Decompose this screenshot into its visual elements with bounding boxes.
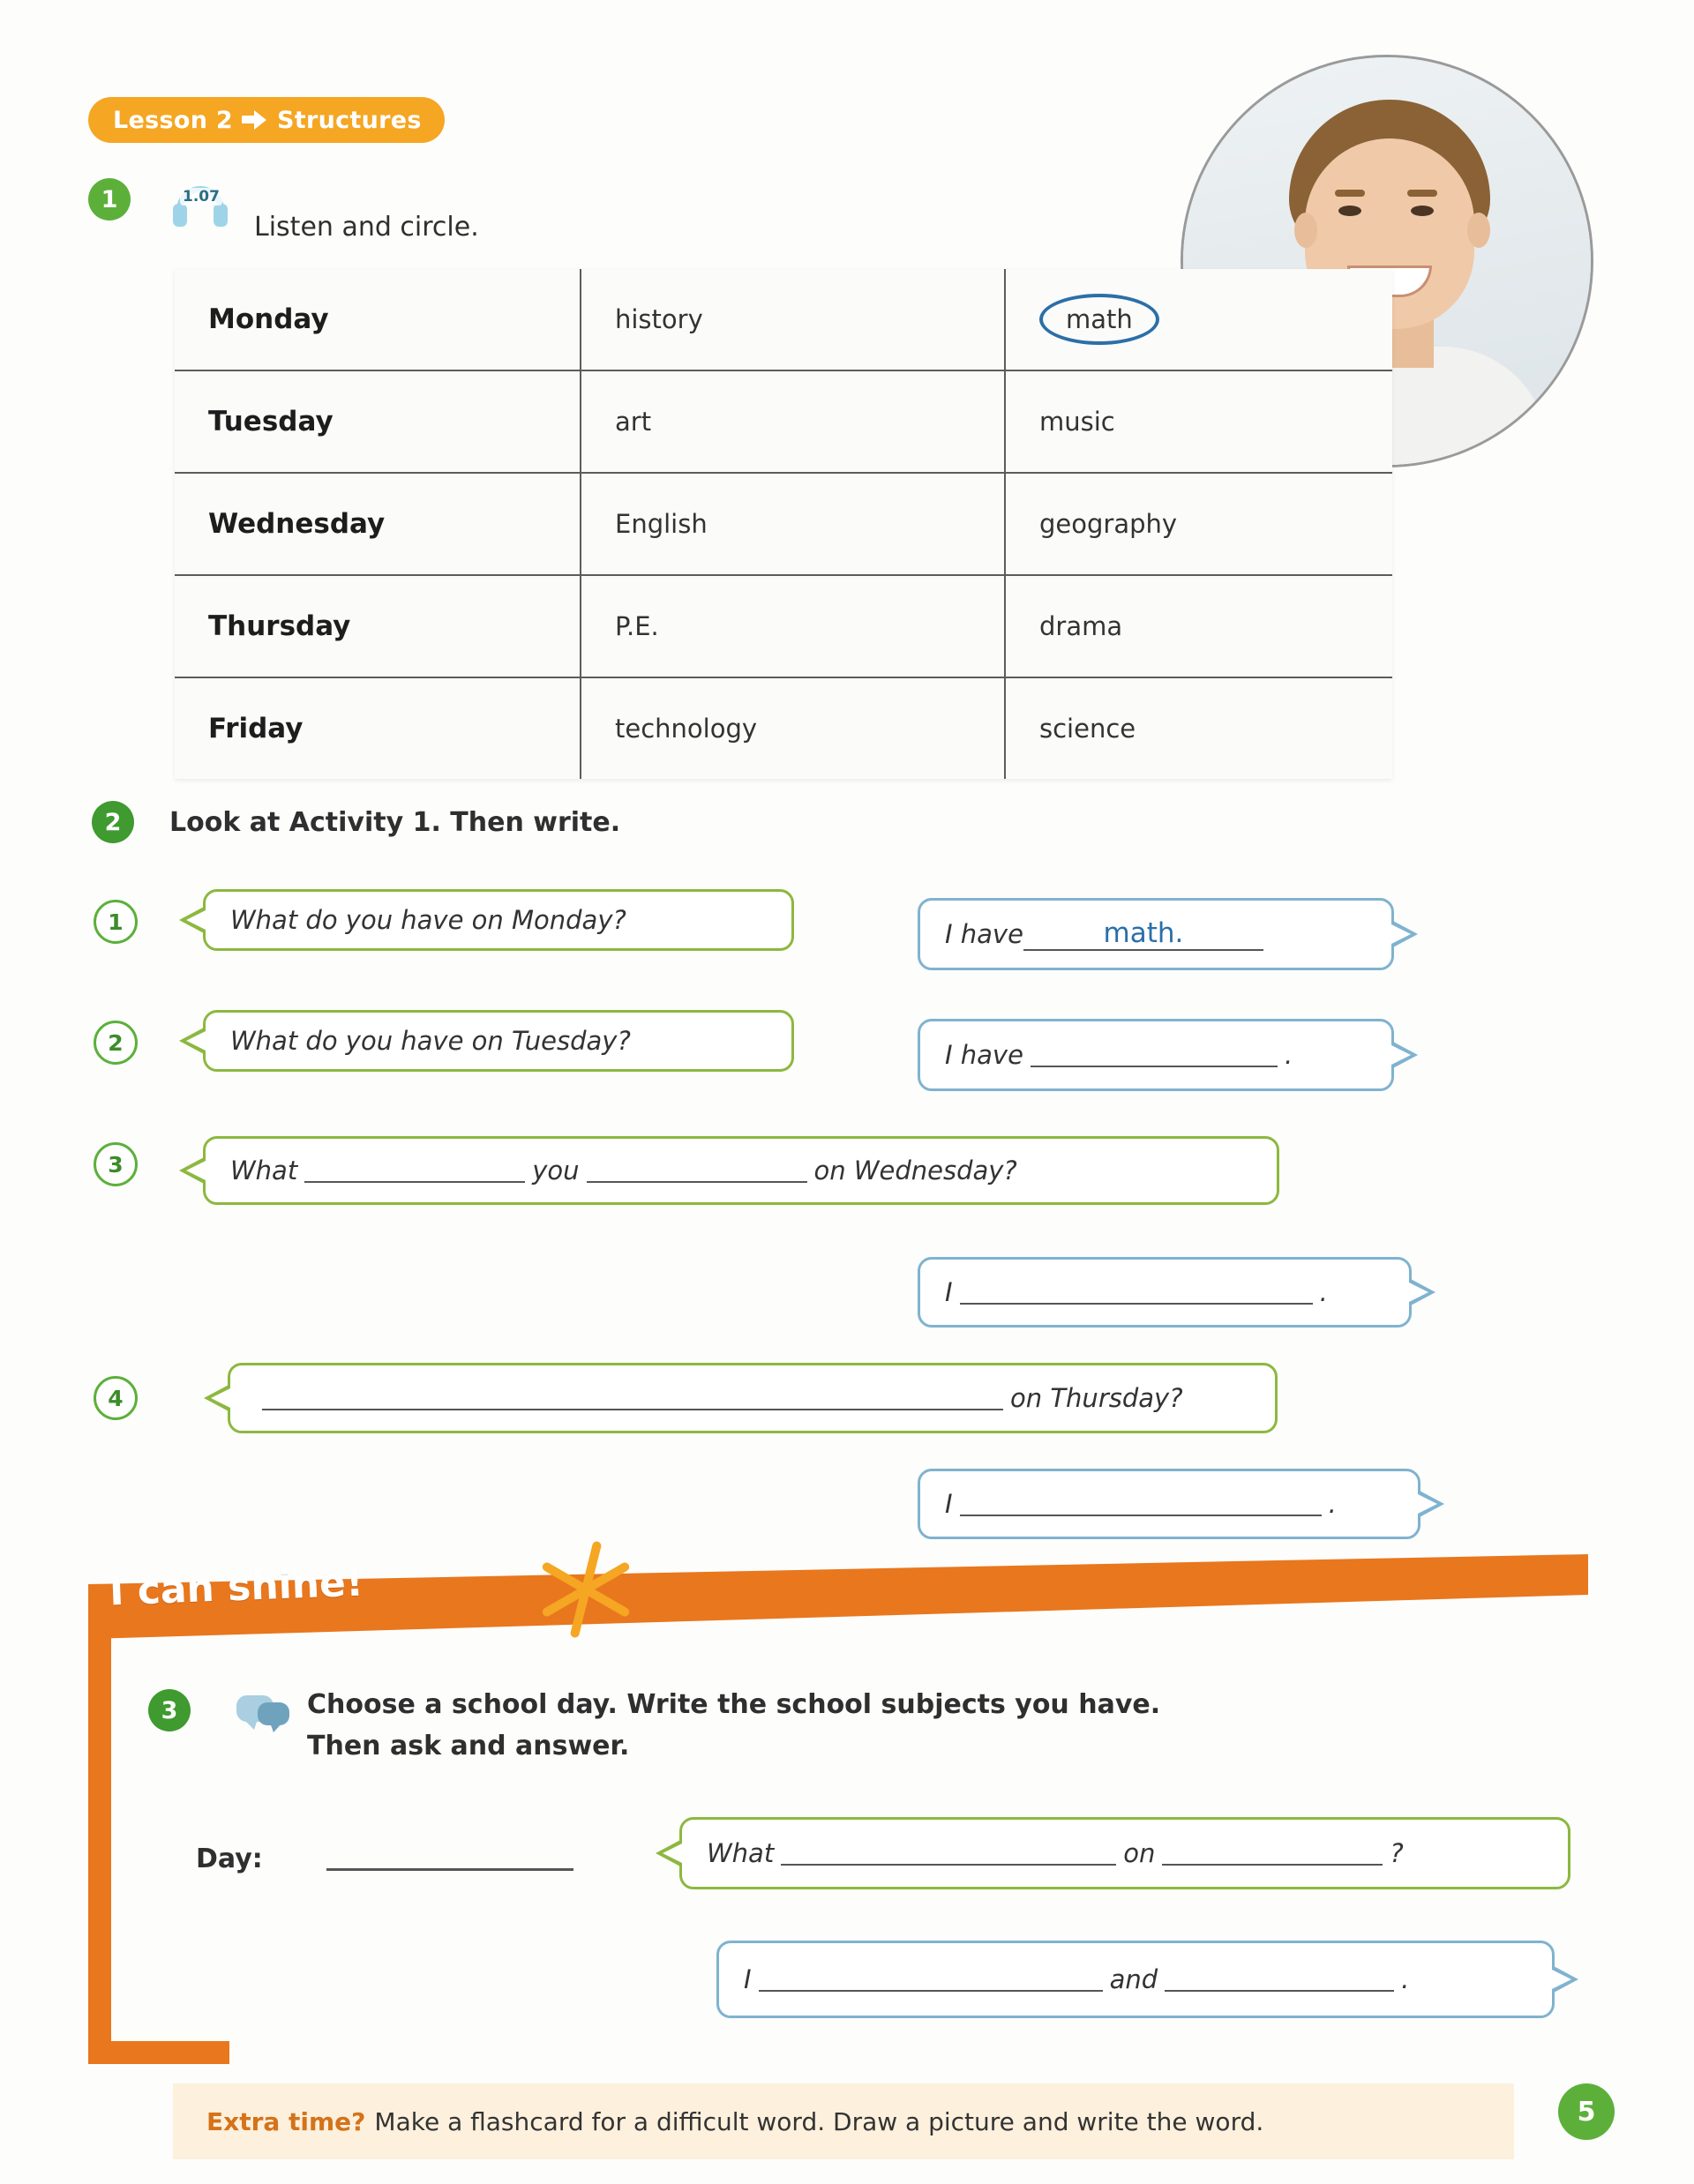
question-bubble-4[interactable]: [228, 1363, 1278, 1433]
extra-time-text: Make a flashcard for a difficult word. Draw a picture and write the word.: [374, 2106, 1264, 2136]
table-cell-day: Thursday: [175, 575, 581, 677]
question-text-2: What do you have on Tuesday?: [230, 1026, 631, 1056]
answer-bubble-1[interactable]: [918, 898, 1394, 970]
activity-1-number: 1: [88, 178, 131, 221]
speech-bubbles-icon: [236, 1692, 291, 1734]
question-bubble-3[interactable]: [203, 1136, 1279, 1205]
question-blank-4[interactable]: [262, 1386, 1003, 1410]
activity-3-question-bubble[interactable]: [679, 1817, 1570, 1889]
activity-3-answer-middle: and: [1109, 1964, 1158, 1994]
shine-side-bar: [88, 1623, 111, 2064]
activity-3-instruction-line-2: Then ask and answer.: [307, 1731, 630, 1761]
schedule-table: [175, 269, 1392, 779]
arrow-right-icon: [242, 110, 268, 130]
item-number-4: 4: [94, 1376, 138, 1420]
table-row: [175, 677, 1392, 779]
question-prefix-3: What: [230, 1156, 298, 1185]
speech-bubble-front: [258, 1702, 289, 1725]
activity-3-question-prefix: What: [707, 1838, 775, 1868]
question-suffix-4: on Thursday?: [1010, 1383, 1183, 1413]
i-can-shine-banner: [88, 1545, 1588, 1651]
activity-3-question-blank-1[interactable]: [781, 1841, 1116, 1866]
table-cell-day: Monday: [175, 269, 581, 370]
page-number: 5: [1558, 2083, 1615, 2140]
answer-suffix-3: .: [1319, 1277, 1328, 1307]
answer-blank-3[interactable]: [960, 1280, 1313, 1305]
star-icon: [534, 1537, 640, 1642]
item-number-2: 2: [94, 1021, 138, 1065]
table-cell-option-2[interactable]: [1005, 269, 1392, 370]
answer-blank-4[interactable]: [960, 1492, 1322, 1516]
table-row: [175, 370, 1392, 473]
table-row: [175, 269, 1392, 370]
photo-eye-left: [1338, 206, 1361, 216]
headphones-icon[interactable]: [169, 181, 231, 230]
answer-bubble-4[interactable]: [918, 1469, 1420, 1539]
extra-time-label: Extra time?: [206, 2106, 366, 2136]
table-cell-option-1[interactable]: history: [581, 269, 1005, 370]
answer-suffix-2: .: [1284, 1040, 1293, 1070]
activity-1-instruction: Listen and circle.: [254, 212, 479, 243]
circled-answer[interactable]: math: [1039, 294, 1159, 345]
answer-suffix-4: .: [1328, 1489, 1337, 1519]
headphones-ear-left: [173, 204, 187, 227]
question-blank-3a[interactable]: [304, 1158, 525, 1183]
activity-3-answer-prefix: I: [744, 1964, 752, 1994]
answer-blank-1[interactable]: math.: [1023, 917, 1263, 951]
lesson-label: Lesson 2: [113, 106, 234, 134]
table-cell-day: Friday: [175, 677, 581, 779]
activity-3-answer-blank-1[interactable]: [759, 1967, 1103, 1992]
activity-3-answer-end: .: [1401, 1964, 1410, 1994]
photo-ear-left: [1294, 213, 1317, 248]
activity-3-instruction-line-1: Choose a school day. Write the school subjects you have.: [307, 1689, 1161, 1720]
shine-title: I can shine!: [109, 1559, 364, 1615]
table-cell-option-1[interactable]: art: [581, 370, 1005, 473]
lesson-banner: [88, 97, 445, 143]
question-bubble-2[interactable]: [203, 1010, 794, 1072]
answer-prefix-1: I have: [945, 919, 1023, 949]
extra-time-bar: [173, 2083, 1514, 2159]
answer-prefix-3: I: [945, 1277, 953, 1307]
question-bubble-1[interactable]: [203, 889, 794, 951]
table-row: [175, 473, 1392, 575]
activity-3-number: 3: [148, 1689, 191, 1731]
answer-prefix-2: I have: [945, 1040, 1023, 1070]
photo-eyebrow-right: [1407, 190, 1437, 197]
photo-eye-right: [1411, 206, 1434, 216]
item-number-3: 3: [94, 1142, 138, 1186]
table-cell-option-2[interactable]: music: [1005, 370, 1392, 473]
item-number-1: 1: [94, 900, 138, 944]
table-cell-option-1[interactable]: P.E.: [581, 575, 1005, 677]
activity-3-question-blank-2[interactable]: [1162, 1841, 1383, 1866]
answer-blank-2[interactable]: [1031, 1043, 1278, 1067]
table-cell-option-2[interactable]: geography: [1005, 473, 1392, 575]
question-text-1: What do you have on Monday?: [230, 905, 626, 935]
photo-ear-right: [1467, 213, 1490, 248]
activity-2-number: 2: [92, 801, 134, 843]
activity-3-answer-bubble[interactable]: [716, 1941, 1555, 2018]
headphones-ear-right: [214, 204, 228, 227]
audio-track-number: 1.07: [180, 188, 222, 206]
table-cell-option-1[interactable]: technology: [581, 677, 1005, 779]
day-input-blank[interactable]: [326, 1868, 573, 1871]
table-cell-option-2[interactable]: drama: [1005, 575, 1392, 677]
table-row: [175, 575, 1392, 677]
photo-eyebrow-left: [1335, 190, 1365, 197]
answer-bubble-3[interactable]: [918, 1257, 1412, 1328]
answer-bubble-2[interactable]: [918, 1019, 1394, 1091]
table-cell-day: Wednesday: [175, 473, 581, 575]
question-blank-3b[interactable]: [587, 1158, 807, 1183]
answer-prefix-4: I: [945, 1489, 953, 1519]
table-cell-option-1[interactable]: English: [581, 473, 1005, 575]
question-middle-3: you: [532, 1156, 580, 1185]
table-cell-option-2[interactable]: science: [1039, 714, 1136, 744]
day-label: Day:: [196, 1844, 263, 1874]
question-suffix-3: on Wednesday?: [813, 1156, 1017, 1185]
activity-2-instruction: Look at Activity 1. Then write.: [169, 807, 621, 838]
activity-3-question-middle: on: [1123, 1838, 1156, 1868]
activity-3-answer-blank-2[interactable]: [1165, 1967, 1394, 1992]
lesson-title: Structures: [277, 106, 422, 134]
activity-3-question-end: ?: [1390, 1838, 1404, 1868]
table-cell-day: Tuesday: [175, 370, 581, 473]
